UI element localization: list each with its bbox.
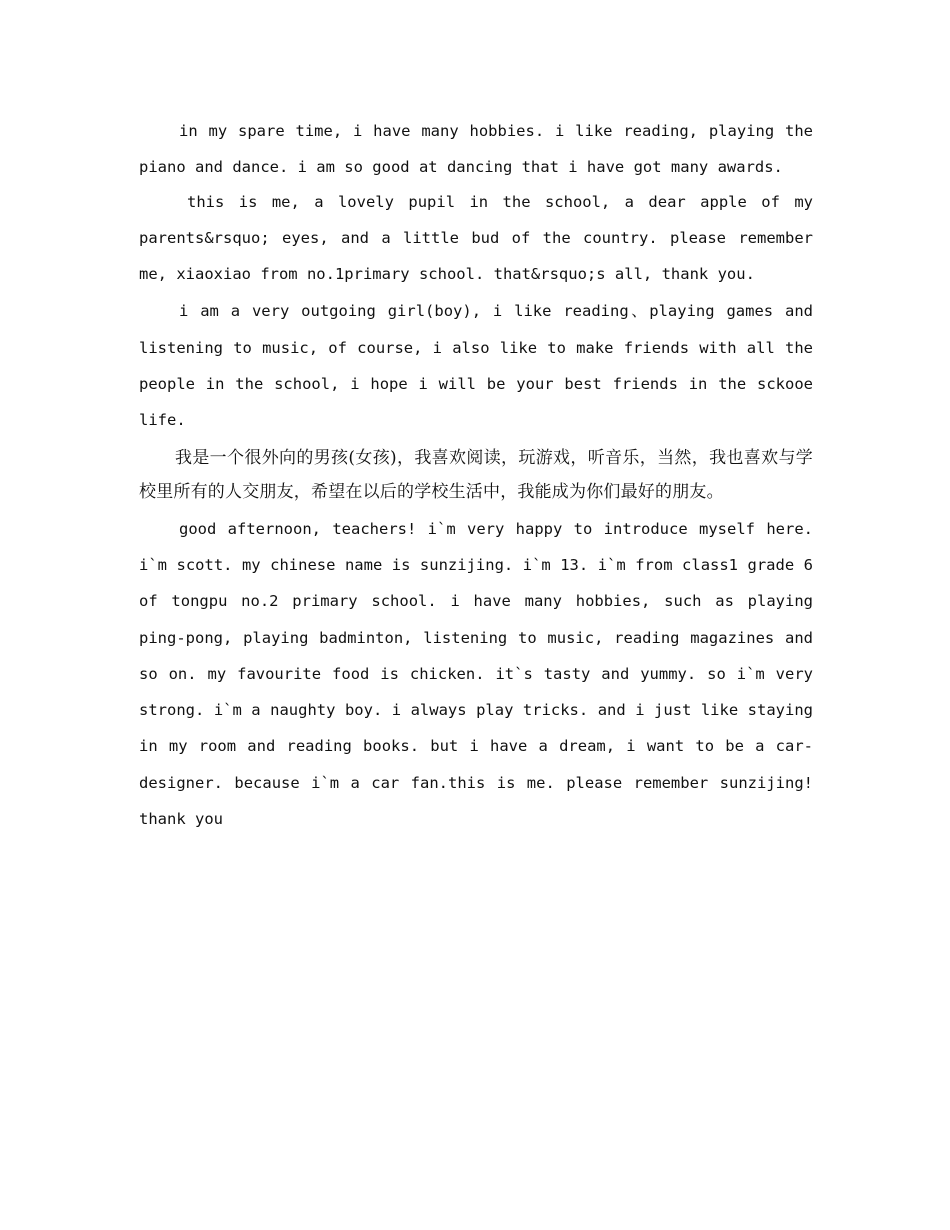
paragraph-good-afternoon: good afternoon, teachers! i`m very happy to introduce myself here. i`m scott. my chinese name is sunzijing. i`m 13. i`m from class1 grade 6 of tongpu no.2 primary school. i have many hobbies, such as playing ping-pong, playing badminton, listening to music, reading magazines and so on. my favourite food is chicken. it`s tasty and yummy. so i`m very strong. i`m a naughty boy. i always play tricks. and i just like staying in my room and reading books. but i have a dream, i want to be a car-designer. because i`m a car fan.this is me. please remember sunzijing! thank you (139, 519, 813, 829)
document-body (139, 113, 813, 838)
paragraph-outgoing-english: i am a very outgoing girl(boy), i like reading、playing games and listening to music, of course, i also like to make friends with all the people in the school, i hope i will be your best friends in the sckooe life. (139, 302, 813, 430)
paragraph-outgoing-chinese: 我是一个很外向的男孩(女孩)，我喜欢阅读，玩游戏，听音乐，当然，我也喜欢与学校里所有的人交朋友，希望在以后的学校生活中，我能成为你们最好的朋友。 (139, 447, 813, 502)
paragraph-this-is-me: this is me, a lovely pupil in the school, a dear apple of my parents&rsquo; eyes, and a little bud of the country. please remember me, xiaoxiao from no.1primary school. that&rsquo;s all, thank you. (139, 192, 813, 284)
paragraph-hobbies: in my spare time, i have many hobbies. i like reading, playing the piano and dance. i am so good at dancing that i have got many awards. (139, 122, 813, 177)
